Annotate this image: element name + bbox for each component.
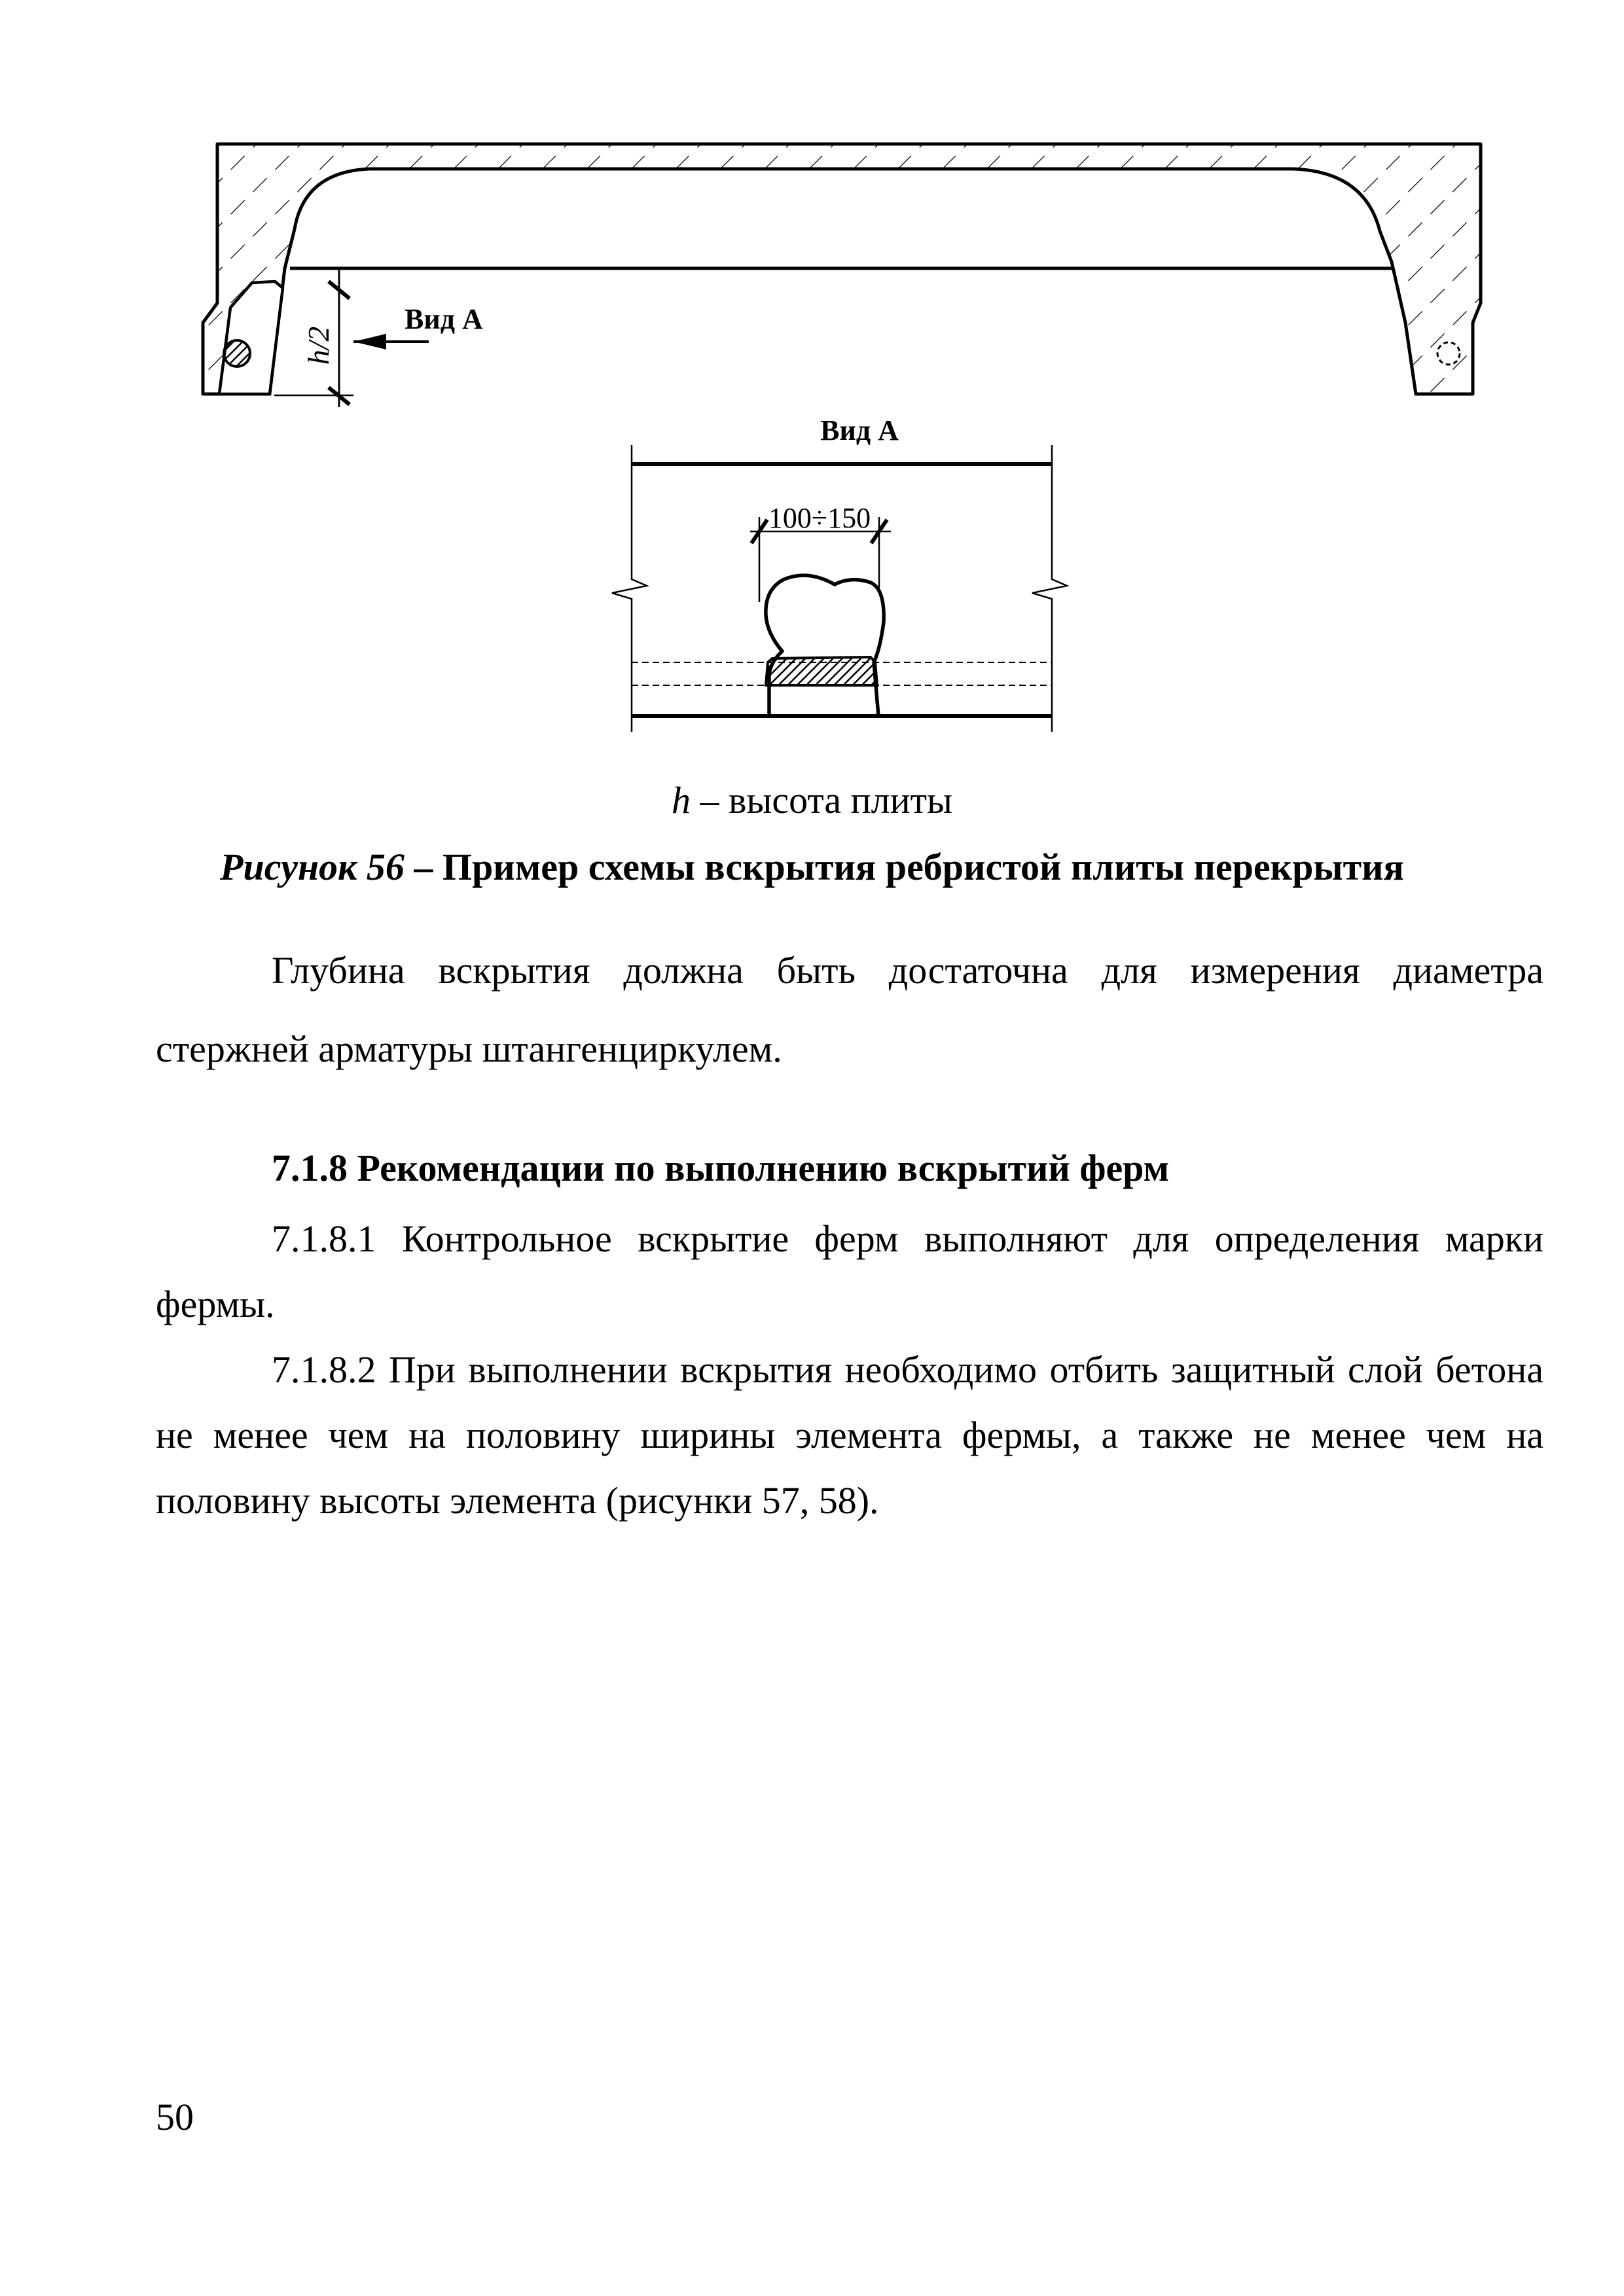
legend-text: – высота плиты [691,779,952,821]
slab-opening-diagram [0,0,1624,785]
dimension-range-label: 100÷150 [768,502,871,534]
para2-line1: 7.1.8.1 Контрольное вскрытие ферм выполняют для определения марки [272,1217,1543,1260]
view-a-label: Вид А [405,303,483,335]
para1-line1: Глубина вскрытия должна быть достаточна для измерения диаметра [272,949,1543,992]
para3-line3: половину высоты элемента (рисунки 57, 58). [156,1479,879,1522]
slab-section [196,137,1486,399]
dimension-h2-label: h/2 [302,326,335,365]
section-heading: 7.1.8 Рекомендации по выполнению вскрытий ферм [272,1147,1170,1189]
figure-caption [0,844,1624,890]
page-number: 50 [156,2096,194,2138]
para2-line2: фермы. [156,1283,275,1325]
view-a-detail-title: Вид А [820,414,899,446]
caption-text: – Пример схемы вскрытия ребристой плиты перекрытия [404,846,1404,888]
figure-legend [0,778,1624,823]
para3-line1: 7.1.8.2 При выполнении вскрытия необходимо отбить защитный слой бетона [272,1348,1543,1391]
caption-prefix: Рисунок 56 [220,846,405,888]
hidden-bar [1437,342,1460,365]
view-a-detail [612,414,1067,732]
dimension-h2 [274,268,353,407]
para3-line2: не менее чем на половину ширины элемента фермы, а также не менее чем на [156,1414,1543,1456]
para1-line2: стержней арматуры штангенциркулем. [156,1028,782,1070]
view-a-arrow [353,303,483,350]
legend-variable: h [672,779,691,821]
